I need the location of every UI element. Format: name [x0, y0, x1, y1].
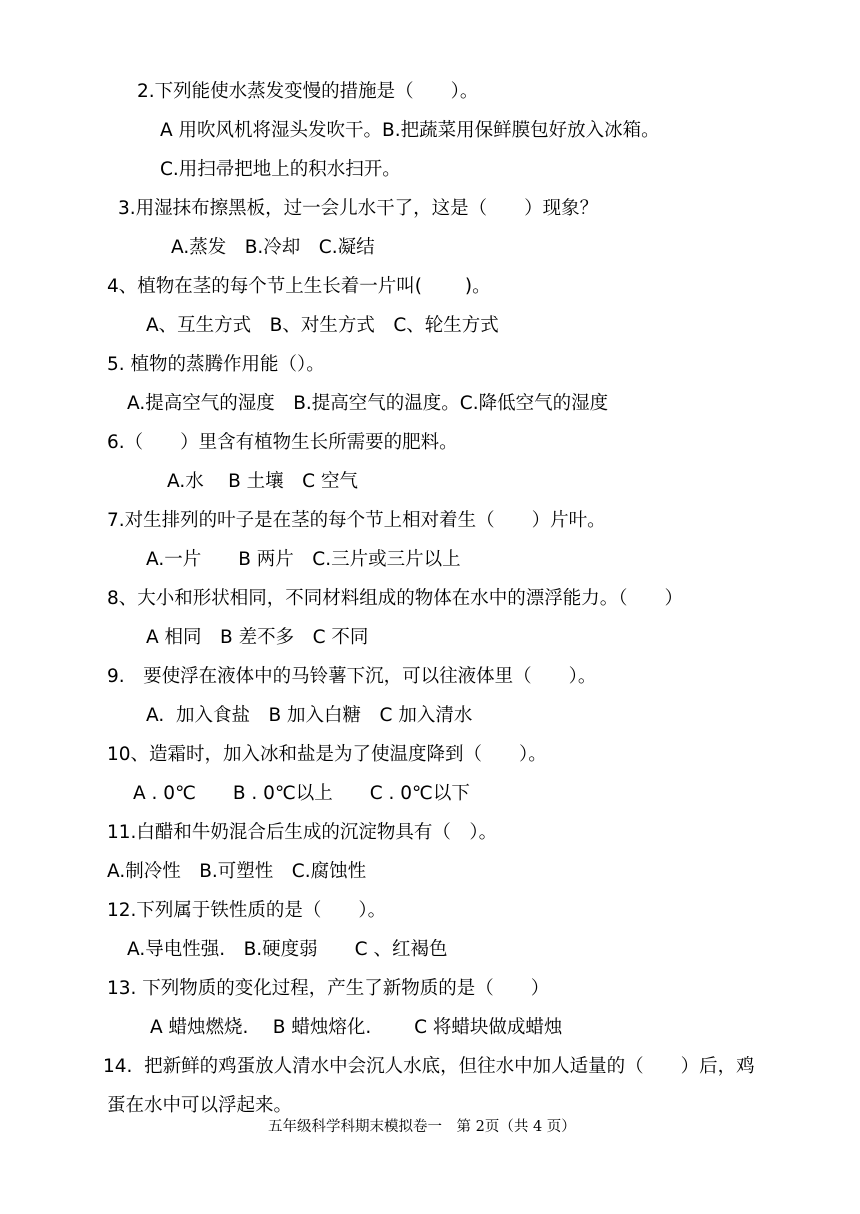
- question-7-options: A.一片 B 两片 C.三片或三片以上: [146, 549, 461, 570]
- question-4-options: A、互生方式 B、对生方式 C、轮生方式: [146, 315, 499, 336]
- question-9-options: A. 加入食盐 B 加入白糖 C 加入清水: [146, 705, 473, 726]
- question-11: 11.白醋和牛奶混合后生成的沉淀物具有（ ）。: [107, 822, 498, 843]
- question-3: 3.用湿抹布擦黑板，过一会儿水干了，这是（ ）现象？: [118, 198, 599, 219]
- question-6-options: A.水 B 土壤 C 空气: [167, 471, 358, 492]
- question-14-continuation: 蛋在水中可以浮起来。: [107, 1095, 293, 1116]
- question-2-option-c: C.用扫帚把地上的积水扫开。: [160, 159, 401, 180]
- question-5-options: A.提高空气的湿度 B.提高空气的温度。C.降低空气的湿度: [127, 393, 609, 414]
- question-2-options-ab: A 用吹风机将湿头发吹干。B.把蔬菜用保鲜膜包好放入冰箱。: [160, 120, 660, 141]
- question-9: 9. 要使浮在液体中的马铃薯下沉，可以往液体里（ ）。: [107, 666, 597, 687]
- question-13: 13. 下列物质的变化过程，产生了新物质的是（ ）: [107, 978, 550, 999]
- question-12: 12.下列属于铁性质的是（ ）。: [107, 900, 387, 921]
- question-13-options: A 蜡烛燃烧. B 蜡烛熔化. C 将蜡块做成蜡烛: [150, 1017, 563, 1038]
- question-12-options: A.导电性强. B.硬度弱 C 、红褐色: [127, 939, 448, 960]
- question-6: 6.（ ）里含有植物生长所需要的肥料。: [107, 432, 458, 453]
- question-10: 10、造霜时，加入冰和盐是为了使温度降到（ ）。: [107, 744, 547, 765]
- question-4: 4、植物在茎的每个节上生长着一片叫( )。: [107, 276, 491, 297]
- question-8-options: A 相同 B 差不多 C 不同: [146, 627, 369, 648]
- question-7: 7.对生排列的叶子是在茎的每个节上相对着生（ ）片叶。: [107, 510, 606, 531]
- question-11-options: A.制冷性 B.可塑性 C.腐蚀性: [107, 861, 367, 882]
- question-14: 14. 把新鲜的鸡蛋放人清水中会沉人水底，但往水中加人适量的（ ）后，鸡: [103, 1056, 755, 1077]
- question-3-options: A.蒸发 B.冷却 C.凝结: [171, 237, 375, 258]
- page-footer: 五年级科学科期末模拟卷一 第 2页（共 4 页）: [268, 1119, 576, 1135]
- question-10-options: A . 0℃ B . 0℃以上 C . 0℃以下: [133, 783, 470, 804]
- question-8: 8、大小和形状相同，不同材料组成的物体在水中的漂浮能力。（ ）: [107, 588, 684, 609]
- question-2: 2.下列能使水蒸发变慢的措施是（ ）。: [137, 81, 479, 102]
- question-5: 5. 植物的蒸腾作用能（）。: [107, 354, 325, 375]
